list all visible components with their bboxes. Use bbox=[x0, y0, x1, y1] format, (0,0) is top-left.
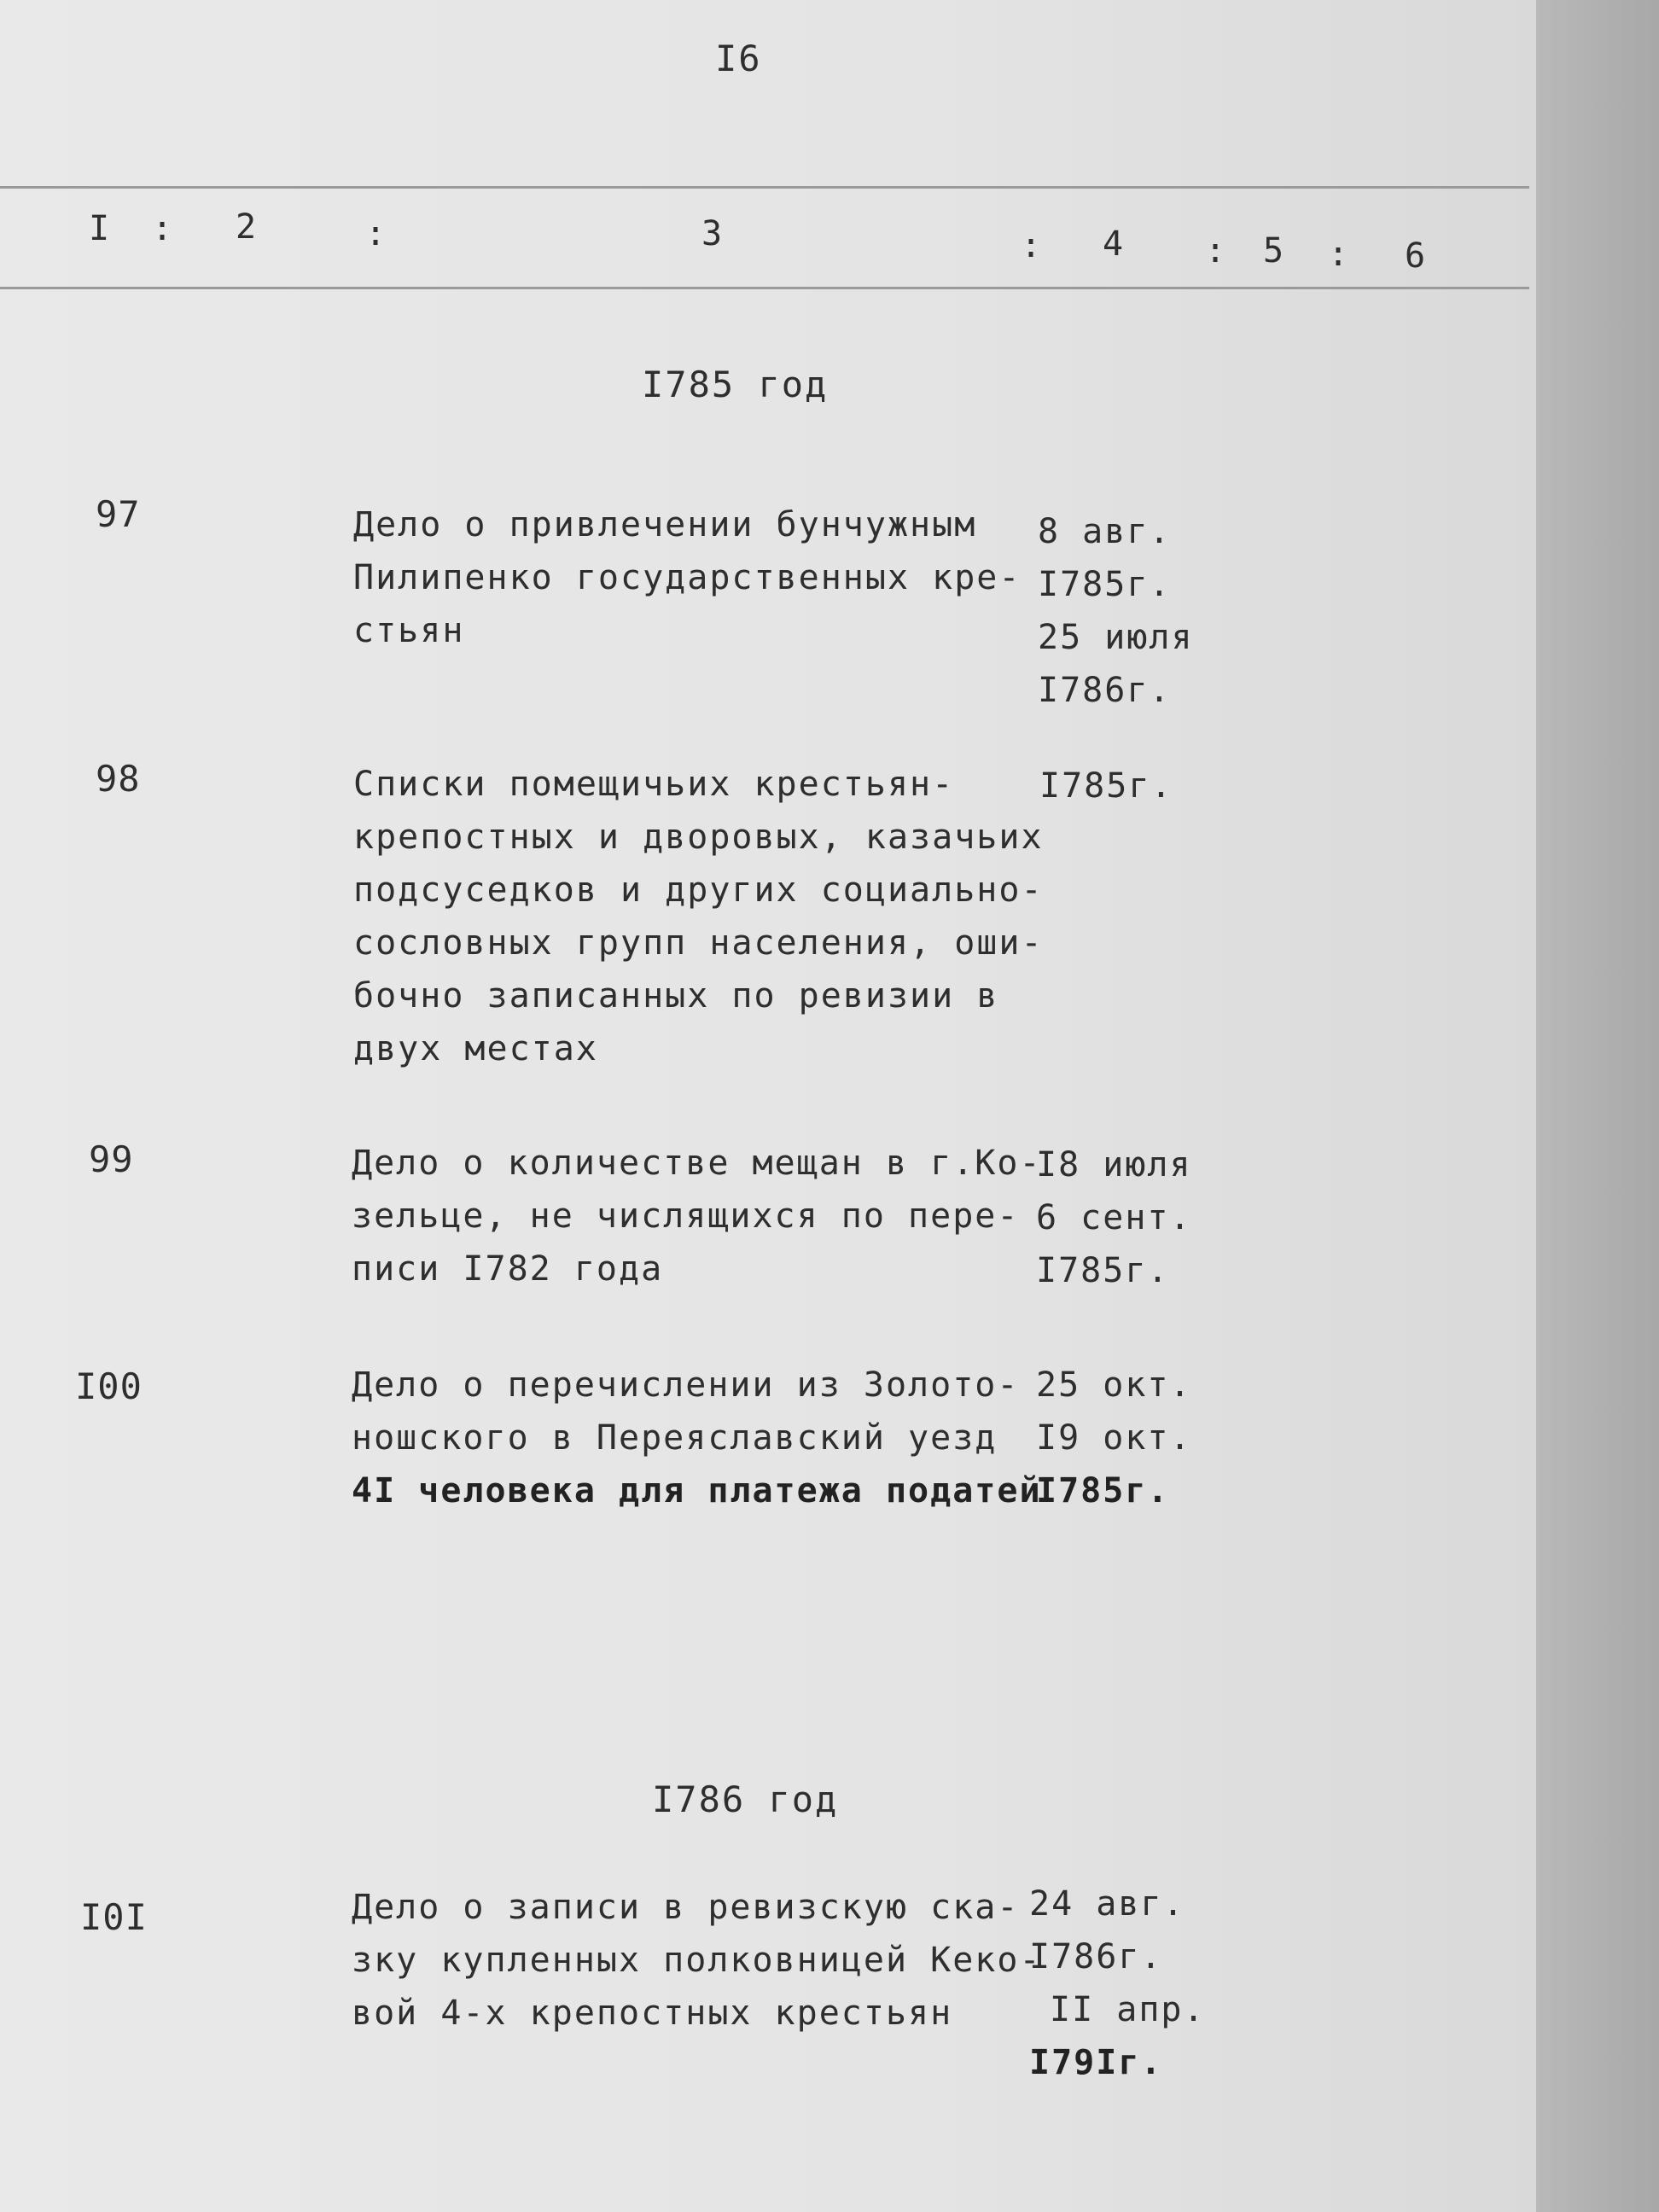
entry-dates bbox=[1039, 760, 1173, 812]
column-header-1: I bbox=[89, 209, 112, 248]
adjacent-page-edge bbox=[1536, 0, 1659, 2212]
entry-description-line: Пилипенко государственных кре- bbox=[353, 558, 1022, 597]
column-header-3: 3 bbox=[701, 214, 725, 253]
entry-description bbox=[352, 1137, 1042, 1295]
entry-description-line: Дело о перечислении из Золото- bbox=[352, 1365, 1020, 1405]
entry-number: I00 bbox=[75, 1365, 143, 1407]
entry-date-line: I785г. bbox=[1036, 1251, 1170, 1290]
entry-date-line: 6 сент. bbox=[1036, 1198, 1192, 1237]
column-header-separator: : bbox=[365, 214, 388, 253]
entry-description-line: 4I человека для платежа податей bbox=[352, 1471, 1042, 1511]
column-header-separator: : bbox=[1205, 231, 1228, 271]
entry-description-line: крепостных и дворовых, казачьих bbox=[353, 818, 1044, 857]
header-bottom-rule bbox=[0, 287, 1529, 289]
page-number: I6 bbox=[715, 38, 762, 79]
entry-description-line: зельце, не числящихся по пере- bbox=[352, 1196, 1020, 1236]
header-top-rule bbox=[0, 186, 1529, 189]
entry-dates bbox=[1038, 505, 1194, 717]
year-heading-1785: I785 год bbox=[642, 364, 829, 405]
entry-date-line: 25 июля bbox=[1038, 618, 1194, 657]
entry-number: 97 bbox=[96, 493, 141, 535]
entry-description-line: бочно записанных по ревизии в bbox=[353, 976, 999, 1016]
entry-date-line: 24 авг. bbox=[1029, 1884, 1185, 1924]
year-heading-1786: I786 год bbox=[652, 1778, 839, 1820]
entry-description-line: стьян bbox=[353, 611, 465, 650]
column-header-separator: : bbox=[152, 209, 175, 248]
column-header-4: 4 bbox=[1103, 224, 1126, 264]
entry-description bbox=[352, 1359, 1042, 1517]
entry-date-line: I785г. bbox=[1039, 766, 1173, 806]
entry-dates bbox=[1036, 1138, 1192, 1297]
column-header-6: 6 bbox=[1405, 236, 1428, 276]
entry-date-line: II апр. bbox=[1050, 1990, 1206, 2029]
entry-description-line: двух местах bbox=[353, 1029, 598, 1068]
entry-date-line: 8 авг. bbox=[1038, 512, 1172, 551]
entry-description bbox=[353, 498, 1021, 657]
entry-description-line: ношского в Переяславский уезд bbox=[352, 1418, 998, 1458]
entry-date-line: I9 окт. bbox=[1036, 1418, 1192, 1458]
column-header-separator: : bbox=[1021, 226, 1044, 265]
entry-number: 98 bbox=[96, 758, 141, 800]
column-header-5: 5 bbox=[1263, 231, 1286, 271]
entry-date-line: I785г. bbox=[1038, 565, 1172, 604]
entry-dates bbox=[1036, 1359, 1192, 1517]
entry-description-line: Дело о записи в ревизскую ска- bbox=[352, 1888, 1020, 1927]
entry-description-line: Дело о привлечении бунчужным bbox=[353, 505, 977, 544]
entry-description-line: вой 4-х крепостных крестьян bbox=[352, 1994, 953, 2033]
entry-description bbox=[353, 758, 1044, 1075]
entry-description-line: Списки помещичьих крестьян- bbox=[353, 765, 955, 804]
entry-description-line: сословных групп населения, оши- bbox=[353, 923, 1044, 963]
entry-description-line: зку купленных полковницей Кеко- bbox=[352, 1941, 1042, 1980]
entry-date-line: I79Iг. bbox=[1029, 2043, 1163, 2082]
entry-description-line: подсуседков и других социально- bbox=[353, 870, 1044, 910]
entry-description bbox=[352, 1881, 1042, 2040]
column-header-separator: : bbox=[1328, 235, 1351, 274]
entry-number: 99 bbox=[89, 1138, 134, 1180]
entry-date-line: 25 окт. bbox=[1036, 1365, 1192, 1405]
column-header-2: 2 bbox=[236, 207, 259, 247]
entry-date-line: I785г. bbox=[1036, 1471, 1170, 1511]
entry-date-line: I8 июля bbox=[1036, 1145, 1192, 1185]
entry-dates bbox=[1029, 1877, 1206, 2089]
entry-description-line: Дело о количестве мещан в г.Ко- bbox=[352, 1144, 1042, 1183]
entry-description-line: писи I782 года bbox=[352, 1249, 664, 1289]
entry-date-line: I786г. bbox=[1038, 671, 1172, 710]
entry-date-line: I786г. bbox=[1029, 1937, 1163, 1976]
entry-number: I0I bbox=[80, 1896, 148, 1938]
